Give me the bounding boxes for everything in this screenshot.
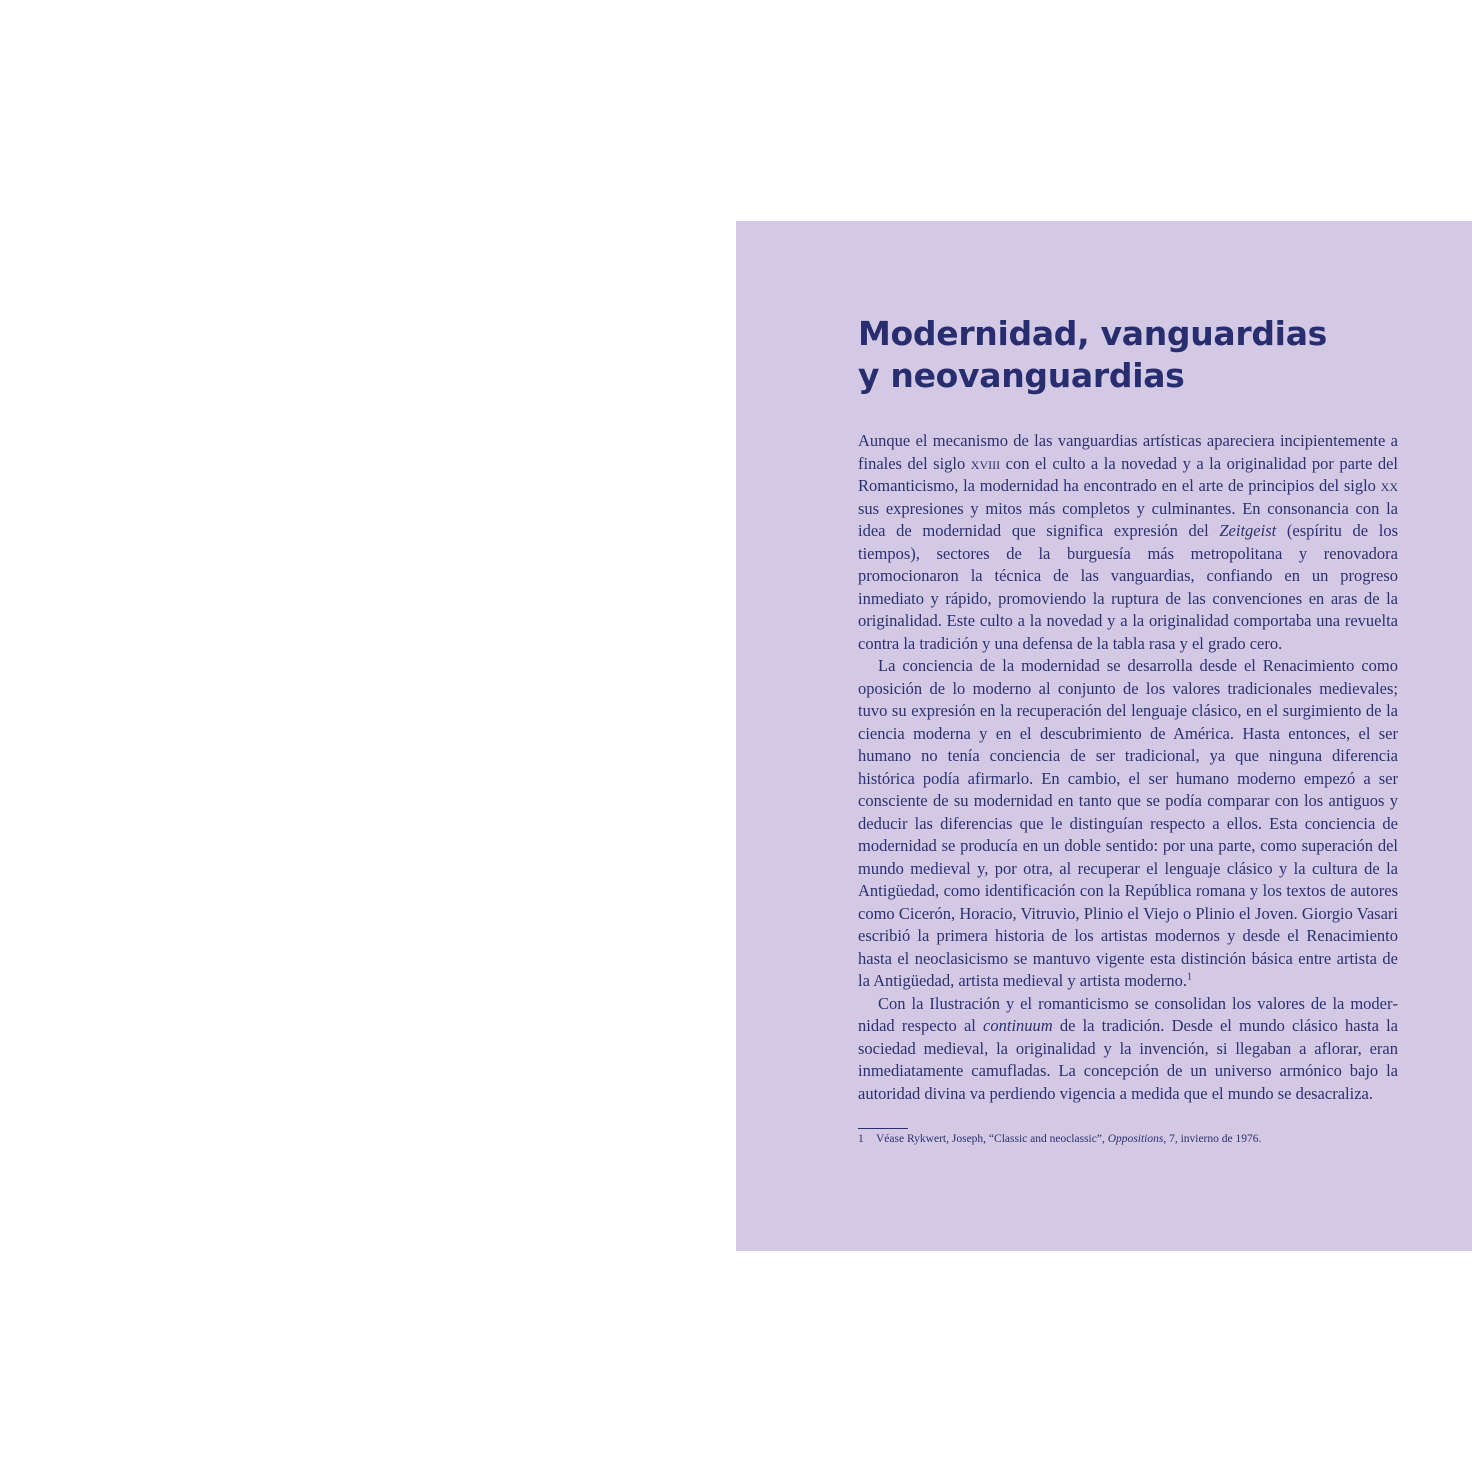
footnote-divider — [858, 1128, 908, 1129]
paragraph-3-text-c: de la tradición. Desde el mundo clásico hasta la sociedad medieval, la originalidad y la invención, si llegaban a aflorar, eran inmediatamente camufladas. La concepción de un universo armónico bajo la autoridad divina va perdiendo vigencia a medida que el mundo se desacraliza. — [858, 1016, 1398, 1103]
footnote-number: 1 — [858, 1133, 864, 1145]
chapter-title-line-1: Modernidad, vanguardias — [858, 314, 1328, 353]
book-page — [736, 221, 1472, 1251]
paragraph-2 — [858, 655, 1398, 993]
zeitgeist-term: Zeitgeist — [1219, 521, 1277, 540]
chapter-title-line-2: y neovanguardias — [858, 356, 1185, 395]
paragraph-2-text: La conciencia de la modernidad se desarrolla desde el Renacimiento como oposición de lo moderno al conjunto de los valores tradicionales medievales; tuvo su expresión en la recuperación del lenguaje clásico, en el surgimiento de la ciencia moderna y en el descubrimiento de América. Hasta entonces, el ser humano no tenía conciencia de ser tradicional, ya que ninguna diferencia histórica podía afirmarlo. En cambio, el ser humano moderno empezó a ser consciente de su modernidad en tanto que se podía comparar con los antiguos y deducir las diferencias que le distinguían respecto a ellos. Esta conciencia de modernidad se producía en un doble sentido: por una parte, como superación del mundo medieval y, por otra, al recuperar el lenguaje clásico y la cultura de la Antigüedad, como identificación con la República romana y los textos de autores como Cicerón, Horacio, Vitruvio, Plinio el Viejo o Plinio el Joven. Giorgio Vasari escribió la primera historia de los artistas modernos y desde el Renacimiento hasta el neoclasicismo se mantuvo vigente esta distinción básica entre artista de la Antigüedad, artista medieval y artista moderno. — [858, 656, 1398, 990]
footnote-reference: 1 — [1187, 971, 1192, 983]
footnote-text-a: Véase Rykwert, Joseph, “Classic and neoclassic”, — [876, 1133, 1108, 1145]
chapter-title — [858, 313, 1378, 397]
body-text — [858, 430, 1398, 1105]
footnote-text-c: , 7, invierno de 1976. — [1163, 1133, 1262, 1145]
continuum-term: continuum — [983, 1016, 1053, 1035]
paragraph-1 — [858, 430, 1398, 655]
paragraph-1-text-g: (espíritu de los tiempos), sectores de la burguesía más metropolitana y renovadora promocionaron la técnica de las vanguardias, confiando en un progreso inmediato y rápido, promoviendo la ruptura de las convenciones en aras de la originalidad. Este culto a la novedad y a la originalidad comportaba una revuelta contra la tradición y una defensa de la tabla rasa y el grado cero. — [858, 521, 1398, 653]
paragraph-1-text-a: Aunque el mecanismo de las vanguardias artísticas apareciera incipientemente a finales del siglo — [858, 431, 1398, 473]
footnote-journal: Oppositions — [1107, 1133, 1164, 1145]
century-xx: xx — [1380, 476, 1398, 495]
century-xviii: xviii — [970, 453, 1001, 473]
paragraph-3 — [858, 993, 1398, 1106]
footnote — [858, 1132, 1398, 1146]
paragraph-3-text-a: Con la Ilustración y el romanticismo se consolidan los valores de la modernidad respecto al — [858, 993, 1398, 1035]
paragraph-1-text-c: con el culto a la novedad y a la originalidad por parte del Romanticismo, la modernidad ha encontrado en el arte de principios del siglo — [858, 453, 1398, 495]
paragraph-1-text-e: sus expresiones y mitos más completos y culminantes. En consonancia con la idea de modernidad que significa expresión del — [858, 498, 1398, 540]
